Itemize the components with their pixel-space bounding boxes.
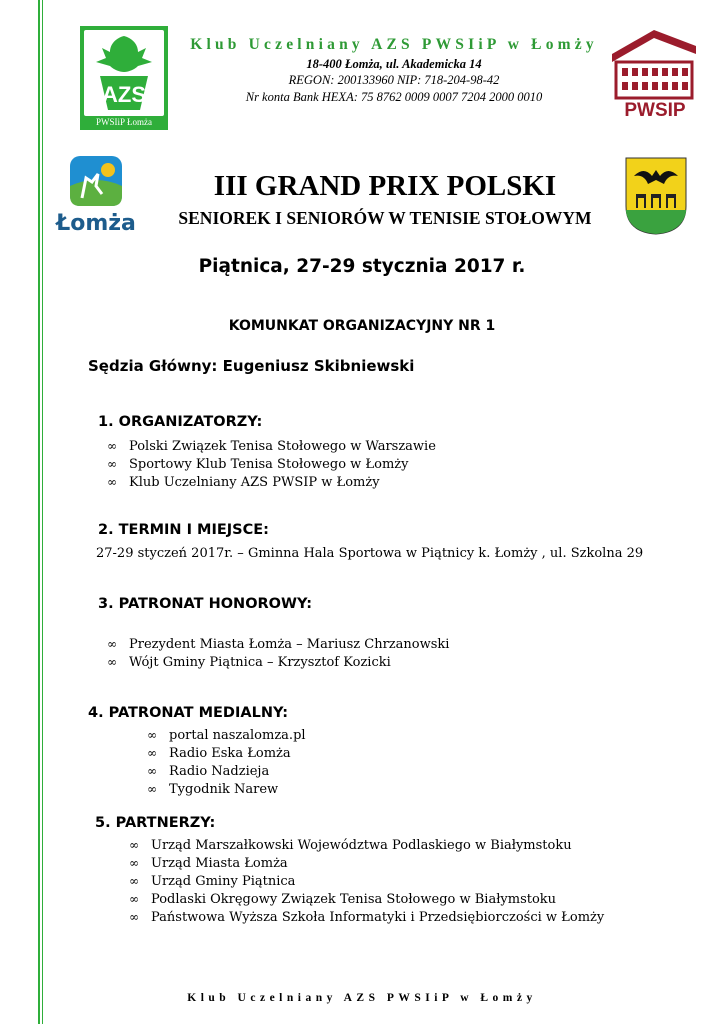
lomza-logo (50, 152, 142, 236)
bank-account: Nr konta Bank HEXA: 75 8762 0009 0007 7204 2000 0010 (245, 90, 543, 104)
list-item: ∞ portal naszalomza.pl (147, 728, 306, 743)
svg-text:PWSIiP Łomża: PWSIiP Łomża (96, 117, 152, 127)
pwsip-logo (608, 24, 702, 120)
section-heading-term: 2. TERMIN I MIEJSCE: (98, 522, 269, 538)
piatnica-coat-of-arms (624, 156, 688, 236)
list-item: ∞ Radio Nadzieja (147, 764, 270, 779)
list-item: ∞ Wójt Gminy Piątnica – Krzysztof Kozicki (107, 655, 391, 670)
list-item: ∞ Podlaski Okręgowy Związek Tenisa Stołowego w Białymstoku (129, 892, 557, 907)
list-item: ∞ Polski Związek Tenisa Stołowego w Warszawie (107, 439, 436, 454)
left-border-line-inner (42, 0, 43, 1024)
svg-text:AZS: AZS (102, 82, 146, 107)
announcement-title: KOMUNKAT ORGANIZACYJNY NR 1 (228, 318, 496, 334)
list-item: ∞ Urząd Miasta Łomża (129, 856, 288, 871)
section-heading-media: 4. PATRONAT MEDIALNY: (88, 705, 288, 721)
page-subtitle: SENIOREK I SENIORÓW W TENISIE STOŁOWYM (178, 208, 592, 228)
page-footer: Klub Uczelniany AZS PWSIiP w Łomży (187, 992, 537, 1004)
regon-nip: REGON: 200133960 NIP: 718-204-98-42 (288, 73, 500, 87)
list-item: ∞ Państwowa Wyższa Szkoła Informatyki i Przedsiębiorczości w Łomży (129, 910, 605, 925)
azs-logo (80, 26, 168, 130)
section-heading-partners: 5. PARTNERZY: (95, 815, 216, 831)
list-item: ∞ Radio Eska Łomża (147, 746, 291, 761)
section-heading-organizers: 1. ORGANIZATORZY: (98, 414, 263, 430)
left-border-line (38, 0, 40, 1024)
list-item: ∞ Klub Uczelniany AZS PWSIP w Łomży (107, 475, 380, 490)
event-date: Piątnica, 27-29 stycznia 2017 r. (198, 256, 526, 277)
list-item: ∞ Urząd Marszałkowski Województwa Podlaskiego w Białymstoku (129, 838, 572, 853)
club-address: 18-400 Łomża, ul. Akademicka 14 (306, 57, 482, 71)
club-name: Klub Uczelniany AZS PWSIiP w Łomży (190, 36, 598, 53)
section-heading-honorary: 3. PATRONAT HONOROWY: (98, 596, 313, 612)
svg-text:PWSIP: PWSIP (624, 100, 686, 120)
list-item: ∞ Prezydent Miasta Łomża – Mariusz Chrzanowski (107, 637, 450, 652)
list-item: ∞ Urząd Gminy Piątnica (129, 874, 296, 889)
svg-text:Łomża: Łomża (56, 211, 136, 236)
head-judge: Sędzia Główny: Eugeniusz Skibniewski (88, 357, 415, 375)
page-title: III GRAND PRIX POLSKI (213, 170, 557, 202)
list-item: ∞ Tygodnik Narew (147, 782, 279, 797)
list-item: ∞ Sportowy Klub Tenisa Stołowego w Łomży (107, 457, 409, 472)
term-place-text: 27-29 styczeń 2017r. – Gminna Hala Sportowa w Piątnicy k. Łomży , ul. Szkolna 29 (96, 546, 644, 561)
